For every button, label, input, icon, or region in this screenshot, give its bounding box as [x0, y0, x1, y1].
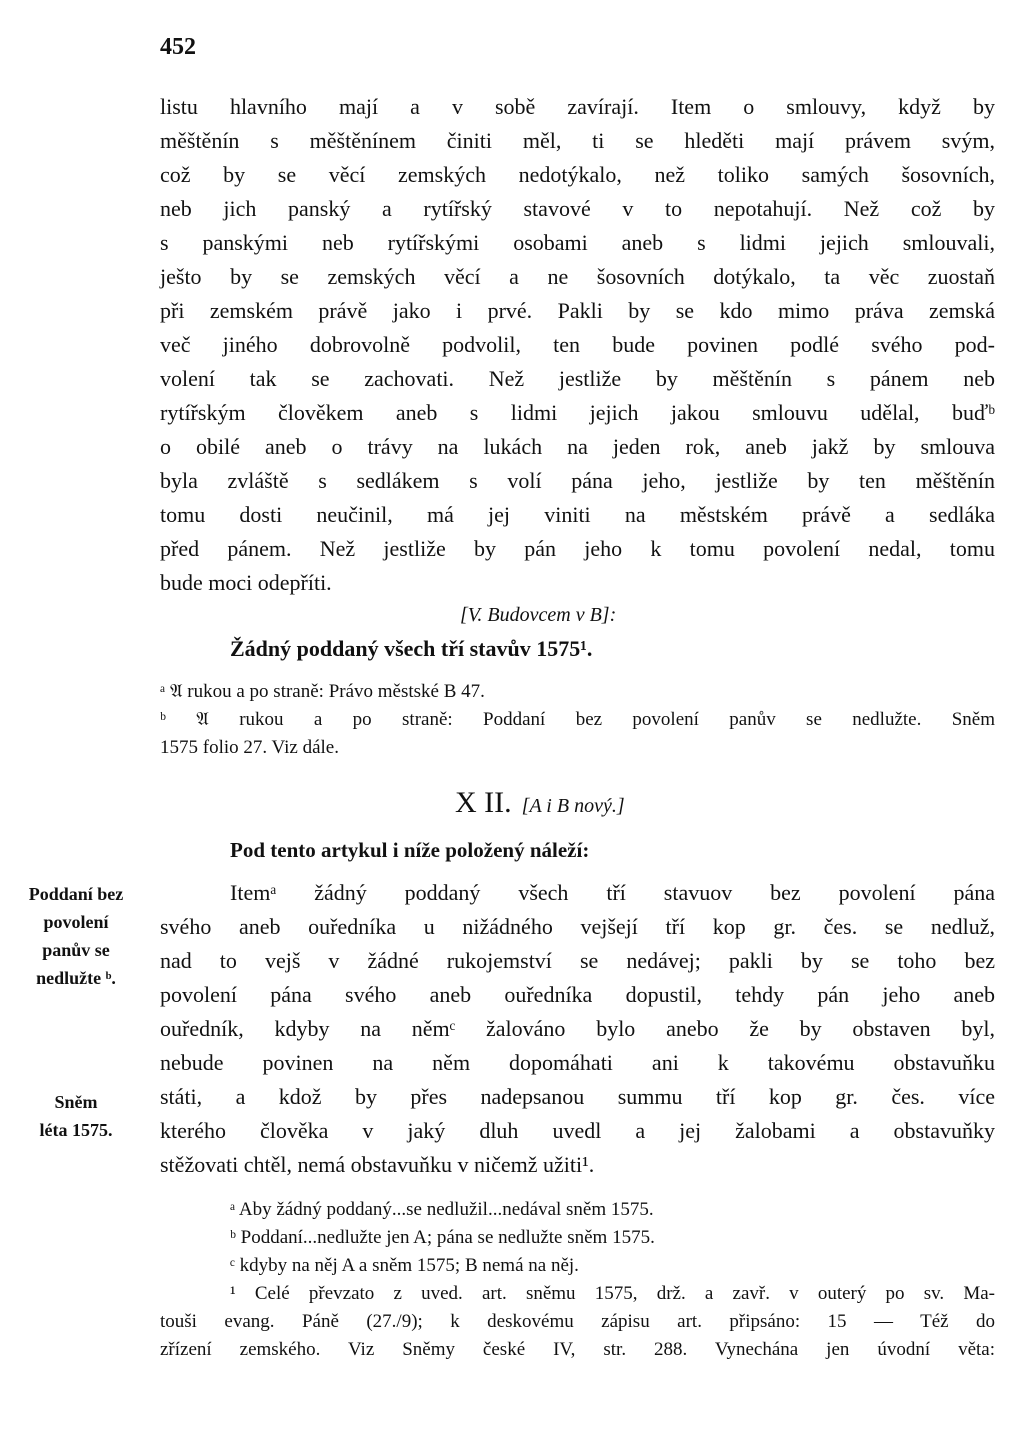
- margin-note-line: léta 1575.: [39, 1120, 113, 1140]
- chapter-number: X II.: [455, 786, 512, 819]
- text-line: před pánem. Než jestliže by pán jeho k tomu povolení nedal, tomu: [160, 536, 995, 561]
- text-line: stěžovati chtěl, nemá obstavuňku v ničemž užiti¹.: [160, 1152, 595, 1177]
- footnote-line: touši evang. Páně (27./9); k deskovému zápisu art. připsáno: 15 — Též do: [160, 1311, 995, 1332]
- text-line: volení tak se zachovati. Než jestliže by měštěnín s pánem neb: [160, 366, 995, 391]
- text-line: nad to vejš v žádné rukojemství se nedávej; pakli by se toho bez: [160, 948, 995, 973]
- text-line: več jiného dobrovolně podvolil, ten bude povinen podlé svého pod-: [160, 332, 995, 357]
- footnote-line: ᵇ Poddaní...nedlužte jen A; pána se nedlužte sněm 1575.: [230, 1227, 655, 1248]
- text-line: neb jich panský a rytířský stavové v to nepotahují. Než což by: [160, 196, 995, 221]
- footnotes-block: [160, 1196, 995, 1364]
- margin-note-line: nedlužte ᵇ.: [36, 968, 116, 988]
- text-line: bude moci odepříti.: [160, 570, 332, 595]
- text-line: svého aneb ouředníka u nižádného vejšejí tří kop gr. čes. se nedluž,: [160, 914, 995, 939]
- margin-note-line: Sněm: [54, 1092, 98, 1112]
- text-line: kterého člověka v jaký dluh uvedl a jej žalobami a obstavuňky: [160, 1118, 995, 1143]
- footnote-line: ᶜ kdyby na něj A a sněm 1575; B nemá na něj.: [230, 1255, 579, 1276]
- text-line: rytířským člověkem aneb s lidmi jejich jakou smlouvu udělal, buďᵇ: [160, 400, 995, 425]
- footnote-line: ᵃ Aby žádný poddaný...se nedlužil...nedával sněm 1575.: [230, 1199, 654, 1220]
- section-heading: Žádný poddaný všech tří stavův 1575¹.: [230, 636, 593, 661]
- text-line: listu hlavního mají a v sobě zavírají. Item o smlouvy, když by: [160, 94, 995, 119]
- footnote-line: ᵇ 𝔄 rukou a po straně: Poddaní bez povolení panův se nedlužte. Sněm: [160, 709, 995, 730]
- text-line: ješto by se zemských věcí a ne šosovních dotýkalo, ta věc zuostaň: [160, 264, 995, 289]
- text-line: Itemᵃ žádný poddaný všech tří stavuov bez povolení pána: [230, 880, 995, 905]
- text-line: státi, a kdož by přes nadepsanou summu tří kop gr. čes. více: [160, 1084, 995, 1109]
- page-number: 452: [160, 34, 196, 60]
- main-text-block: [160, 876, 995, 1182]
- section-heading: Pod tento artykul i níže položený náleží:: [230, 838, 590, 862]
- text-line: o obilé aneb o trávy na lukách na jeden rok, aneb jakž by smlouva: [160, 434, 995, 459]
- footnotes-block: [160, 678, 995, 762]
- footnote-line: ¹ Celé převzato z uved. art. sněmu 1575, drž. a zavř. v outerý po sv. Ma-: [230, 1283, 995, 1304]
- main-text-block: [160, 90, 995, 600]
- margin-note: [8, 1088, 144, 1144]
- text-line: při zemském právě jako i prvé. Pakli by se kdo mimo práva zemská: [160, 298, 995, 323]
- footnote-line: 1575 folio 27. Viz dále.: [160, 737, 339, 758]
- text-line: povolení pána svého aneb ouředníka dopustil, tehdy pán jeho aneb: [160, 982, 995, 1007]
- text-line: nebude povinen na něm dopomáhati ani k takovému obstavuňku: [160, 1050, 995, 1075]
- footnote-line: zřízení zemského. Viz Sněmy české IV, str. 288. Vynechána jen úvodní věta:: [160, 1339, 995, 1360]
- text-line: což by se věcí zemských nedotýkalo, než toliko samých šosovních,: [160, 162, 995, 187]
- attribution: [V. Budovcem v B]:: [460, 604, 617, 626]
- margin-note-line: povolení: [43, 912, 109, 932]
- chapter-title: [455, 786, 625, 820]
- text-line: ouředník, kdyby na němᶜ žalováno bylo anebo že by obstaven byl,: [160, 1016, 995, 1041]
- footnote-line: ᵃ 𝔄 rukou a po straně: Právo městské B 47.: [160, 681, 485, 702]
- margin-note-line: panův se: [42, 940, 110, 960]
- margin-note: [8, 880, 144, 992]
- chapter-note: [A i B nový.]: [521, 795, 625, 817]
- text-line: tomu dosti neučinil, má jej viniti na městském právě a sedláka: [160, 502, 995, 527]
- text-line: s panskými neb rytířskými osobami aneb s lidmi jejich smlouvali,: [160, 230, 995, 255]
- text-line: byla zvláště s sedlákem s volí pána jeho, jestliže by ten měštěnín: [160, 468, 995, 493]
- text-line: měštěnín s měštěnínem činiti měl, ti se hleděti mají právem svým,: [160, 128, 995, 153]
- margin-note-line: Poddaní bez: [28, 884, 124, 904]
